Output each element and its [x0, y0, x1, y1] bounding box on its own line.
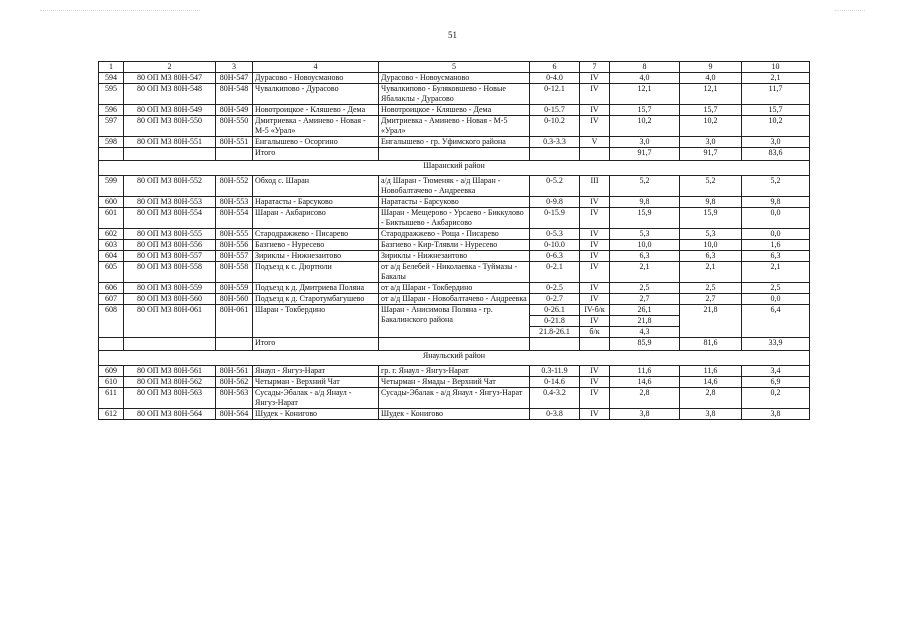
header-cell: 2 — [124, 62, 216, 73]
km-range: 0-5.3 — [530, 229, 580, 240]
km-range: 0-15.9 — [530, 208, 580, 229]
road-category: IV — [580, 377, 610, 388]
length-total: 15,7 — [610, 105, 680, 116]
row-number: 596 — [99, 105, 124, 116]
road-route: Шаран - Мещерово - Урсаево - Биккулово - Биктышево - Акбарисово — [379, 208, 530, 229]
road-category: IV — [580, 240, 610, 251]
road-id: 80 ОП МЗ 80Н-552 — [124, 176, 216, 197]
length-col9: 6,3 — [680, 251, 742, 262]
road-name: Обход с. Шаран — [253, 176, 379, 197]
table-row — [99, 197, 810, 208]
empty-cell — [99, 338, 124, 351]
length-col9: 3,0 — [680, 137, 742, 148]
row-number: 610 — [99, 377, 124, 388]
header-cell: 9 — [680, 62, 742, 73]
length-col10: 6,4 — [742, 305, 810, 338]
length-total: 6,3 — [610, 251, 680, 262]
segment-value: IV — [580, 315, 609, 326]
length-col10: 0,2 — [742, 388, 810, 409]
road-code: 80Н-551 — [216, 137, 253, 148]
length-col10: 3,4 — [742, 366, 810, 377]
road-name: Дмитриевка - Аминево - Новая - М-5 «Урал» — [253, 116, 379, 137]
table-row — [99, 84, 810, 105]
road-code: 80Н-562 — [216, 377, 253, 388]
length-col9: 5,2 — [680, 176, 742, 197]
road-code: 80Н-564 — [216, 409, 253, 420]
length-total: 4,0 — [610, 73, 680, 84]
row-number: 599 — [99, 176, 124, 197]
road-category: IV — [580, 251, 610, 262]
length-total: 10,2 — [610, 116, 680, 137]
header-cell: 3 — [216, 62, 253, 73]
km-range: 0-5.2 — [530, 176, 580, 197]
header-cell: 4 — [253, 62, 379, 73]
road-name: Четырман - Верхний Чат — [253, 377, 379, 388]
table-row — [99, 388, 810, 409]
table-row — [99, 176, 810, 197]
km-range: 0-14.6 — [530, 377, 580, 388]
road-code: 80Н-061 — [216, 305, 253, 338]
length-col10: 10,2 — [742, 116, 810, 137]
total-col8: 91,7 — [610, 148, 680, 161]
row-number: 603 — [99, 240, 124, 251]
length-col10: 2,1 — [742, 262, 810, 283]
road-id: 80 ОП МЗ 80Н-554 — [124, 208, 216, 229]
km-range — [530, 305, 580, 338]
length-total: 5,3 — [610, 229, 680, 240]
road-category: III — [580, 176, 610, 197]
length-total: 11,6 — [610, 366, 680, 377]
road-id: 80 ОП МЗ 80Н-061 — [124, 305, 216, 338]
road-name: Стародражжево - Писарево — [253, 229, 379, 240]
road-route: Новотроицкое - Кляшево - Дема — [379, 105, 530, 116]
length-col10: 0,0 — [742, 294, 810, 305]
road-code: 80Н-559 — [216, 283, 253, 294]
road-name: Зириклы - Нижнезаитово — [253, 251, 379, 262]
road-id: 80 ОП МЗ 80Н-556 — [124, 240, 216, 251]
row-number: 605 — [99, 262, 124, 283]
length-total: 12,1 — [610, 84, 680, 105]
header-cell: 10 — [742, 62, 810, 73]
segment-value: б/к — [580, 326, 609, 337]
row-number: 602 — [99, 229, 124, 240]
length-col9: 12,1 — [680, 84, 742, 105]
km-range: 0-3.8 — [530, 409, 580, 420]
road-category: IV — [580, 283, 610, 294]
length-col9: 5,3 — [680, 229, 742, 240]
segment-value: 21,8 — [610, 315, 679, 326]
length-total — [610, 305, 680, 338]
segment-value: 21.8-26.1 — [530, 326, 579, 337]
header-cell: 1 — [99, 62, 124, 73]
road-code: 80Н-557 — [216, 251, 253, 262]
length-col9: 2,8 — [680, 388, 742, 409]
road-name: Енгалышево - Осоргино — [253, 137, 379, 148]
empty-cell — [99, 148, 124, 161]
road-name: Шаран - Акбарисово — [253, 208, 379, 229]
length-col10: 5,2 — [742, 176, 810, 197]
road-id: 80 ОП МЗ 80Н-551 — [124, 137, 216, 148]
segment-value: 0-21.8 — [530, 315, 579, 326]
road-name: Подъезд к д. Дмитриева Поляна — [253, 283, 379, 294]
empty-cell — [379, 338, 530, 351]
length-col9: 10,2 — [680, 116, 742, 137]
total-col10: 33,9 — [742, 338, 810, 351]
length-col10: 0,0 — [742, 229, 810, 240]
road-route: от а/д Шаран - Токбердино — [379, 283, 530, 294]
table-row — [99, 251, 810, 262]
segment-value: 0-26.1 — [544, 305, 565, 314]
road-category: IV — [580, 208, 610, 229]
road-code: 80Н-563 — [216, 388, 253, 409]
road-name: Базгиево - Нуресево — [253, 240, 379, 251]
header-cell: 6 — [530, 62, 580, 73]
row-number: 606 — [99, 283, 124, 294]
row-number: 598 — [99, 137, 124, 148]
road-code: 80Н-560 — [216, 294, 253, 305]
road-category: IV — [580, 388, 610, 409]
road-code: 80Н-548 — [216, 84, 253, 105]
road-route: Стародражжево - Роща - Писарево — [379, 229, 530, 240]
km-range: 0-2.1 — [530, 262, 580, 283]
scan-artifact — [835, 10, 865, 11]
length-col9: 2,1 — [680, 262, 742, 283]
section-title: Шаранский район — [99, 161, 810, 176]
road-name: Шаран - Токбердино — [253, 305, 379, 338]
section-title-row — [99, 161, 810, 176]
road-route: от а/д Белебей - Николаевка - Туймазы - Бакалы — [379, 262, 530, 283]
length-col10: 9,8 — [742, 197, 810, 208]
road-id: 80 ОП МЗ 80Н-562 — [124, 377, 216, 388]
road-category: IV — [580, 84, 610, 105]
total-row — [99, 338, 810, 351]
road-route: Четырман - Ямады - Верхний Чат — [379, 377, 530, 388]
road-route: гр. г. Янаул - Янгуз-Нарат — [379, 366, 530, 377]
road-code: 80Н-553 — [216, 197, 253, 208]
km-range: 0.4-3.2 — [530, 388, 580, 409]
length-col10: 3,8 — [742, 409, 810, 420]
length-total: 15,9 — [610, 208, 680, 229]
length-total: 2,7 — [610, 294, 680, 305]
road-route: Енгалышево - гр. Уфимского района — [379, 137, 530, 148]
header-cell: 5 — [379, 62, 530, 73]
road-route: Дмитриевка - Аминево - Новая - М-5 «Урал» — [379, 116, 530, 137]
road-code: 80Н-558 — [216, 262, 253, 283]
road-name: Шудек - Конигово — [253, 409, 379, 420]
road-id: 80 ОП МЗ 80Н-557 — [124, 251, 216, 262]
length-col9: 4,0 — [680, 73, 742, 84]
road-route: Наратасты - Барсуково — [379, 197, 530, 208]
road-code: 80Н-556 — [216, 240, 253, 251]
table-body — [99, 62, 810, 420]
length-col10: 6,3 — [742, 251, 810, 262]
length-col9: 15,7 — [680, 105, 742, 116]
empty-cell — [580, 148, 610, 161]
road-category: IV — [580, 73, 610, 84]
road-id: 80 ОП МЗ 80Н-549 — [124, 105, 216, 116]
page-number: 51 — [448, 30, 457, 40]
table-row — [99, 305, 810, 338]
km-range: 0-12.1 — [530, 84, 580, 105]
road-category: IV — [580, 409, 610, 420]
length-col9: 3,8 — [680, 409, 742, 420]
table-row — [99, 73, 810, 84]
km-range: 0-4.0 — [530, 73, 580, 84]
road-category: IV — [580, 366, 610, 377]
road-code: 80Н-550 — [216, 116, 253, 137]
road-category: IV — [580, 262, 610, 283]
length-col10: 6,9 — [742, 377, 810, 388]
road-route: Дурасово - Новоусманово — [379, 73, 530, 84]
road-route: а/д Шаран - Тюменяк - а/д Шаран - Новобалтачево - Андреевка — [379, 176, 530, 197]
road-id: 80 ОП МЗ 80Н-560 — [124, 294, 216, 305]
road-route: Шаран - Анисимова Поляна - гр. Бакалинского района — [379, 305, 530, 338]
road-category: IV — [580, 197, 610, 208]
length-col10: 15,7 — [742, 105, 810, 116]
length-col10: 2,1 — [742, 73, 810, 84]
km-range: 0-15.7 — [530, 105, 580, 116]
length-total: 3,8 — [610, 409, 680, 420]
road-category: IV — [580, 294, 610, 305]
row-number: 608 — [99, 305, 124, 338]
road-name: Подъезд к с. Дюртюли — [253, 262, 379, 283]
length-total: 2,8 — [610, 388, 680, 409]
km-range: 0-10.0 — [530, 240, 580, 251]
table-row — [99, 229, 810, 240]
length-total: 9,8 — [610, 197, 680, 208]
road-id: 80 ОП МЗ 80Н-561 — [124, 366, 216, 377]
total-label: Итого — [253, 338, 379, 351]
row-number: 594 — [99, 73, 124, 84]
segment-value: 26,1 — [637, 305, 652, 314]
length-col10: 0,0 — [742, 208, 810, 229]
row-number: 609 — [99, 366, 124, 377]
road-id: 80 ОП МЗ 80Н-563 — [124, 388, 216, 409]
table-row — [99, 208, 810, 229]
road-name: Наратасты - Барсуково — [253, 197, 379, 208]
section-title: Янаульский район — [99, 351, 810, 366]
header-row — [99, 62, 810, 73]
empty-cell — [580, 338, 610, 351]
segment-value: IV-б/к — [584, 305, 605, 314]
length-col9: 9,8 — [680, 197, 742, 208]
total-label: Итого — [253, 148, 379, 161]
length-col9: 2,7 — [680, 294, 742, 305]
road-name: Сусады-Эбалак - а/д Янаул - Янгуз-Нарат — [253, 388, 379, 409]
road-id: 80 ОП МЗ 80Н-553 — [124, 197, 216, 208]
total-col8: 85,9 — [610, 338, 680, 351]
road-category — [580, 305, 610, 338]
empty-cell — [216, 338, 253, 351]
length-col9: 10,0 — [680, 240, 742, 251]
road-id: 80 ОП МЗ 80Н-558 — [124, 262, 216, 283]
length-total: 14,6 — [610, 377, 680, 388]
length-total: 2,5 — [610, 283, 680, 294]
table-row — [99, 262, 810, 283]
road-id: 80 ОП МЗ 80Н-564 — [124, 409, 216, 420]
empty-cell — [530, 338, 580, 351]
road-code: 80Н-552 — [216, 176, 253, 197]
table-row — [99, 240, 810, 251]
road-code: 80Н-561 — [216, 366, 253, 377]
road-name: Новотроицкое - Кляшево - Дема — [253, 105, 379, 116]
road-category: IV — [580, 105, 610, 116]
km-range: 0.3-3.3 — [530, 137, 580, 148]
km-range: 0-2.7 — [530, 294, 580, 305]
km-range: 0-9.8 — [530, 197, 580, 208]
km-range: 0.3-11.9 — [530, 366, 580, 377]
length-total: 3,0 — [610, 137, 680, 148]
road-name: Дурасово - Новоусманово — [253, 73, 379, 84]
road-name: Чувалкипово - Дурасово — [253, 84, 379, 105]
km-range: 0-2.5 — [530, 283, 580, 294]
length-col9: 15,9 — [680, 208, 742, 229]
length-col9: 14,6 — [680, 377, 742, 388]
scan-artifact — [40, 10, 200, 14]
table-row — [99, 377, 810, 388]
row-number: 612 — [99, 409, 124, 420]
table-row — [99, 137, 810, 148]
row-number: 611 — [99, 388, 124, 409]
total-row — [99, 148, 810, 161]
road-id: 80 ОП МЗ 80Н-559 — [124, 283, 216, 294]
empty-cell — [124, 148, 216, 161]
road-route: Зириклы - Нижнезаитово — [379, 251, 530, 262]
road-route: Чувалкипово - Буляковшево - Новые Ябалаклы - Дурасово — [379, 84, 530, 105]
road-name: Янаул - Янгуз-Нарат — [253, 366, 379, 377]
empty-cell — [530, 148, 580, 161]
length-col9: 2,5 — [680, 283, 742, 294]
length-total: 2,1 — [610, 262, 680, 283]
length-col10: 1,6 — [742, 240, 810, 251]
table-row — [99, 283, 810, 294]
road-id: 80 ОП МЗ 80Н-555 — [124, 229, 216, 240]
road-route: Базгиево - Кир-Тлявли - Нуресево — [379, 240, 530, 251]
length-col10: 3,0 — [742, 137, 810, 148]
road-category: IV — [580, 116, 610, 137]
segment-value: 4,3 — [610, 326, 679, 337]
header-cell: 7 — [580, 62, 610, 73]
road-code: 80Н-547 — [216, 73, 253, 84]
length-col9: 11,6 — [680, 366, 742, 377]
row-number: 607 — [99, 294, 124, 305]
km-range: 0-6.3 — [530, 251, 580, 262]
total-col9: 91,7 — [680, 148, 742, 161]
length-col10: 11,7 — [742, 84, 810, 105]
empty-cell — [124, 338, 216, 351]
roads-table — [98, 61, 810, 420]
table-row — [99, 116, 810, 137]
header-cell: 8 — [610, 62, 680, 73]
road-category: IV — [580, 229, 610, 240]
row-number: 600 — [99, 197, 124, 208]
road-route: Сусады-Эбалак - а/д Янаул - Янгуз-Нарат — [379, 388, 530, 409]
road-code: 80Н-554 — [216, 208, 253, 229]
empty-cell — [216, 148, 253, 161]
road-id: 80 ОП МЗ 80Н-547 — [124, 73, 216, 84]
row-number: 597 — [99, 116, 124, 137]
road-route: Шудек - Конигово — [379, 409, 530, 420]
length-col9: 21,8 — [680, 305, 742, 338]
length-col10: 2,5 — [742, 283, 810, 294]
road-code: 80Н-549 — [216, 105, 253, 116]
table-row — [99, 105, 810, 116]
road-name: Подъезд к д. Старотумбагушево — [253, 294, 379, 305]
road-code: 80Н-555 — [216, 229, 253, 240]
table-row — [99, 366, 810, 377]
length-total: 5,2 — [610, 176, 680, 197]
length-total: 10,0 — [610, 240, 680, 251]
row-number: 595 — [99, 84, 124, 105]
section-title-row — [99, 351, 810, 366]
road-route: от а/д Шаран - Новобалтачево - Андреевка — [379, 294, 530, 305]
row-number: 601 — [99, 208, 124, 229]
table-row — [99, 409, 810, 420]
road-category: V — [580, 137, 610, 148]
total-col9: 81,6 — [680, 338, 742, 351]
total-col10: 83,6 — [742, 148, 810, 161]
road-id: 80 ОП МЗ 80Н-550 — [124, 116, 216, 137]
road-id: 80 ОП МЗ 80Н-548 — [124, 84, 216, 105]
table-row — [99, 294, 810, 305]
km-range: 0-10.2 — [530, 116, 580, 137]
empty-cell — [379, 148, 530, 161]
row-number: 604 — [99, 251, 124, 262]
